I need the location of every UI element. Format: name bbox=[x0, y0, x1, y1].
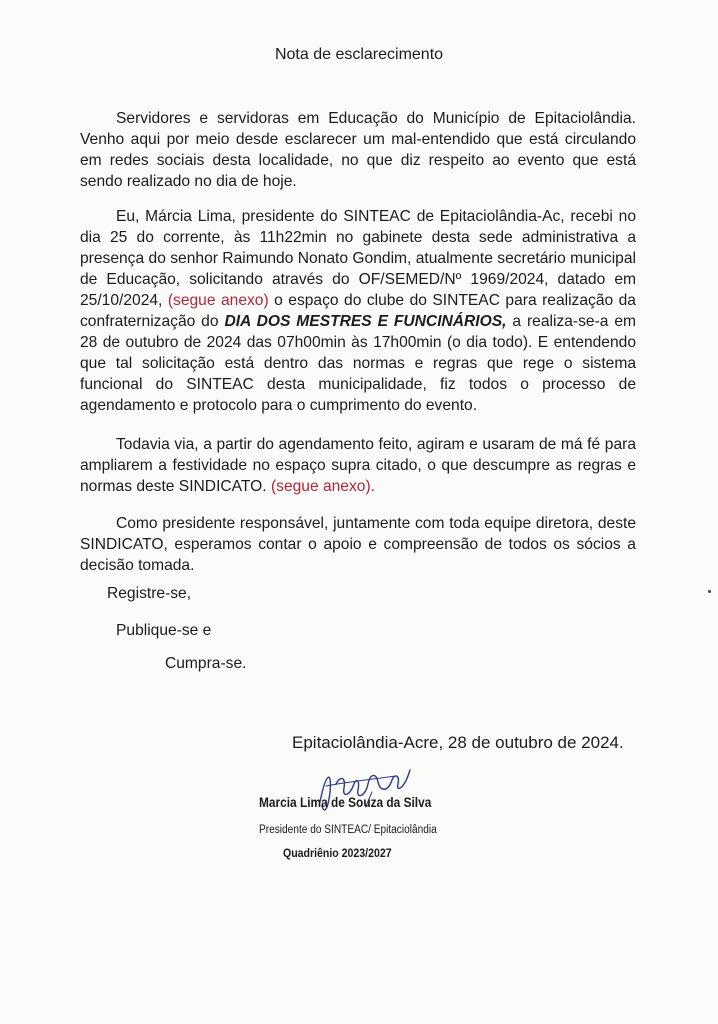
closing-publique: Publique-se e bbox=[116, 622, 212, 639]
dateline: Epitaciolândia-Acre, 28 de outubro de 2024. bbox=[292, 733, 624, 752]
scan-speck bbox=[708, 590, 711, 593]
paragraph-2-text-b: o espaço do clube do SINTEAC para realização da confraternização do bbox=[80, 292, 636, 330]
paragraph-2-text-a: Eu, Márcia Lima, presidente do SINTEAC de Epitaciolândia-Ac, recebi no dia 25 do corrente, às 11h22min no gabinete desta sede administrativa a presença do senhor Raimundo Nonato Gondim, atualmente secretário municipal de Educação, solicitando através do OF/SEMED/Nº 1969/2024, datado em 25/10/2024, bbox=[80, 208, 636, 309]
event-name: DIA DOS MESTRES E FUNCINÁRIOS, bbox=[224, 313, 507, 330]
signatory-term: Quadriênio 2023/2027 bbox=[283, 846, 392, 860]
closing-registre: Registre-se, bbox=[107, 585, 192, 602]
paragraph-2-text-c: a realiza-se-a em 28 de outubro de 2024 das 07h00min às 17h00min (o dia todo). E entendendo que tal solicitação está dentro das normas e regras que rege o sistema funcional do SINTEAC desta municipalidade, fiz todos o processo de agendamento e protocolo para o cumprimento do evento. bbox=[80, 313, 637, 414]
paragraph-2 bbox=[80, 206, 636, 416]
paragraph-4-text: Como presidente responsável, juntamente com toda equipe diretora, deste SINDICATO, esperamos contar o apoio e compreensão de todos os sócios a decisão tomada. bbox=[80, 515, 636, 574]
handwritten-signature-icon bbox=[306, 762, 416, 822]
paragraph-3-text: Todavia via, a partir do agendamento feito, agiram e usaram de má fé para ampliarem a festividade no espaço supra citado, o que descumpre as regras e normas deste SINDICATO. bbox=[80, 436, 636, 495]
paragraph-1-text: Servidores e servidoras em Educação do Município de Epitaciolândia. Venho aqui por meio desde esclarecer um mal-entendido que está circulando em redes sociais desta localidade, no que diz respeito ao evento que está sendo realizado no dia de hoje. bbox=[80, 110, 636, 190]
paragraph-3 bbox=[80, 434, 636, 497]
signatory-role: Presidente do SINTEAC/ Epitaciolândia bbox=[259, 824, 437, 836]
closing-cumpra: Cumpra-se. bbox=[165, 655, 247, 672]
annex-reference-2: (segue anexo). bbox=[270, 478, 375, 495]
annex-reference-1: (segue anexo) bbox=[167, 292, 269, 309]
document-title: Nota de esclarecimento bbox=[274, 46, 444, 63]
paragraph-4 bbox=[80, 513, 636, 576]
signatory-name: Marcia Lima de Souza da Silva bbox=[259, 795, 432, 810]
paragraph-1 bbox=[80, 108, 636, 192]
